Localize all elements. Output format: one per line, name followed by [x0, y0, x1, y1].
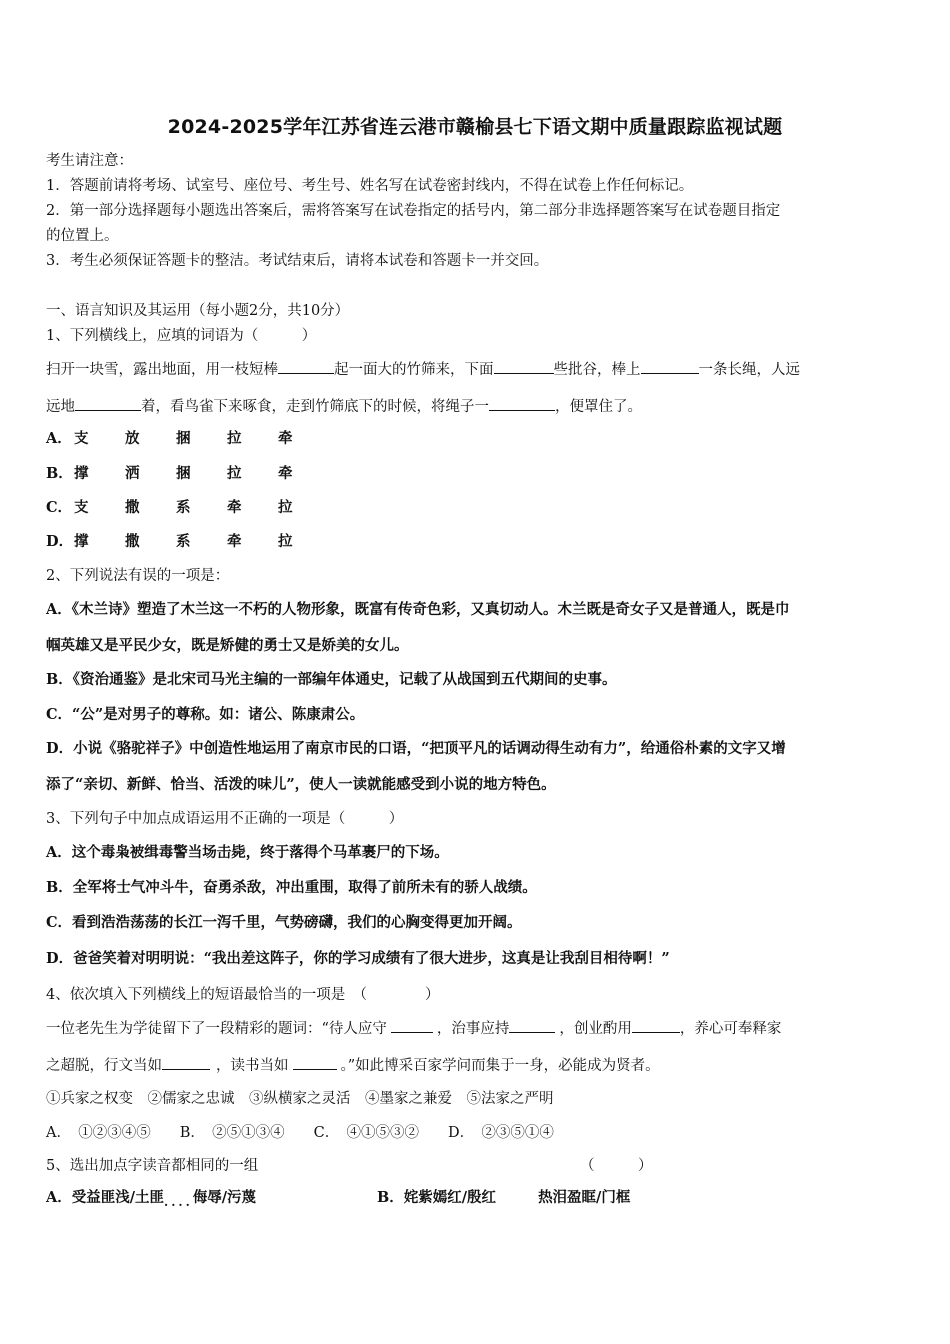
q2-option-a-cont: 帼英雄又是平民少女，既是矫健的勇士又是娇美的女儿。	[46, 637, 409, 654]
q5-answer-paren[interactable]: （ ）	[580, 1158, 653, 1174]
q3-option-b[interactable]: B．全军将士气冲斗牛，奋勇杀敌，冲出重围，取得了前所未有的骄人战绩。	[46, 879, 537, 896]
q4-passage-line-1: 一位老先生为学徒留下了一段精彩的题词：“待人应守 ，治事应持 ，创业酌用 ，养心可奉释家	[46, 1018, 781, 1039]
notice-item-2: 2．第一部分选择题每小题选出答案后，需将答案写在试卷指定的括号内，第二部分非选择题答案写在试卷题目指定	[46, 203, 781, 219]
emphasis-dots: ....	[164, 1195, 193, 1209]
answer-blank[interactable]	[278, 359, 334, 374]
notice-item-1: 1．答题前请将考场、试室号、座位号、考生号、姓名写在试卷密封线内，不得在试卷上作任何标记。	[46, 178, 694, 194]
q1-passage-line-2: 远地 着，看鸟雀下来啄食，走到竹筛底下的时候，将绳子一 ，便罩住了。	[46, 396, 642, 417]
q5-option-b[interactable]: B．姹紫嫣红/殷红 热泪盈眶/门框	[377, 1189, 631, 1206]
q1-option-b[interactable]: B．撑 洒 捆 拉 牵	[46, 465, 293, 482]
q1-stem: 1、下列横线上，应填的词语为（ ）	[46, 328, 317, 344]
q4-choices[interactable]: A． ①②③④⑤ B． ②⑤①③④ C． ④①⑤③② D． ②③⑤①④	[46, 1125, 554, 1141]
answer-blank[interactable]	[632, 1018, 680, 1033]
q3-option-c[interactable]: C．看到浩浩荡荡的长江一泻千里，气势磅礴，我们的心胸变得更加开阔。	[46, 914, 522, 931]
q5-option-a[interactable]: A．受益匪浅/土匪....侮辱/污蔑	[46, 1188, 256, 1212]
q3-stem: 3、下列句子中加点成语运用不正确的一项是（ ）	[46, 811, 404, 827]
q1-passage-line-1: 扫开一块雪，露出地面，用一枝短棒 起一面大的竹筛来，下面 些批谷，棒上 一条长绳，人远	[46, 359, 800, 380]
answer-blank[interactable]	[75, 396, 141, 411]
q4-passage-line-2: 之超脱，行文当如 ，读书当如 。”如此博采百家学问而集于一身，必能成为贤者。	[46, 1055, 660, 1076]
q3-option-a[interactable]: A．这个毒枭被缉毒警当场击毙，终于落得个马革裹尸的下场。	[46, 844, 449, 861]
notice-item-3: 3．考生必须保证答题卡的整洁。考试结束后，请将本试卷和答题卡一并交回。	[46, 253, 549, 269]
notice-item-2-cont: 的位置上。	[46, 228, 119, 244]
answer-blank[interactable]	[162, 1055, 210, 1070]
q1-option-d[interactable]: D．撑 撒 系 牵 拉	[46, 533, 293, 550]
answer-blank[interactable]	[641, 359, 699, 374]
section-heading: 一、语言知识及其运用（每小题2分，共10分）	[46, 303, 350, 319]
q2-option-b[interactable]: B．《资治通鉴》是北宋司马光主编的一部编年体通史，记载了从战国到五代期间的史事。	[46, 671, 617, 688]
q2-stem: 2、下列说法有误的一项是：	[46, 568, 230, 584]
q1-option-c[interactable]: C． 支 撒 系 牵 拉	[46, 499, 293, 516]
q3-option-d[interactable]: D．爸爸笑着对明明说：“我出差这阵子，你的学习成绩有了很大进步，这真是让我刮目相待啊！”	[46, 950, 670, 967]
answer-blank[interactable]	[509, 1018, 555, 1033]
q2-option-c[interactable]: C．“公”是对男子的尊称。如：诸公、陈康肃公。	[46, 706, 365, 723]
answer-blank[interactable]	[494, 359, 554, 374]
q1-option-a[interactable]: A． 支 放 捆 拉 牵	[46, 430, 293, 447]
q2-option-a[interactable]: A．《木兰诗》塑造了木兰这一不朽的人物形象，既富有传奇色彩，又真切动人。木兰既是奇女子又是普通人，既是巾	[46, 601, 790, 618]
q2-option-d[interactable]: D．小说《骆驼祥子》中创造性地运用了南京市民的口语，“把顶平凡的话调动得生动有力”，给通俗朴素的文字又增	[46, 740, 786, 757]
answer-blank[interactable]	[293, 1055, 337, 1070]
q2-option-d-cont: 添了“亲切、新鲜、恰当、活泼的味儿”，使人一读就能感受到小说的地方特色。	[46, 776, 556, 793]
q4-stem: 4、依次填入下列横线上的短语最恰当的一项是 （ ）	[46, 987, 440, 1003]
answer-blank[interactable]	[489, 396, 555, 411]
q5-stem: 5、选出加点字读音都相同的一组	[46, 1158, 259, 1174]
answer-blank[interactable]	[391, 1018, 433, 1033]
notice-heading: 考生请注意：	[46, 153, 133, 169]
q4-items: ①兵家之权变 ②儒家之忠诚 ③纵横家之灵活 ④墨家之兼爱 ⑤法家之严明	[46, 1091, 554, 1107]
exam-title: 2024-2025学年江苏省连云港市赣榆县七下语文期中质量跟踪监视试题	[167, 116, 783, 138]
